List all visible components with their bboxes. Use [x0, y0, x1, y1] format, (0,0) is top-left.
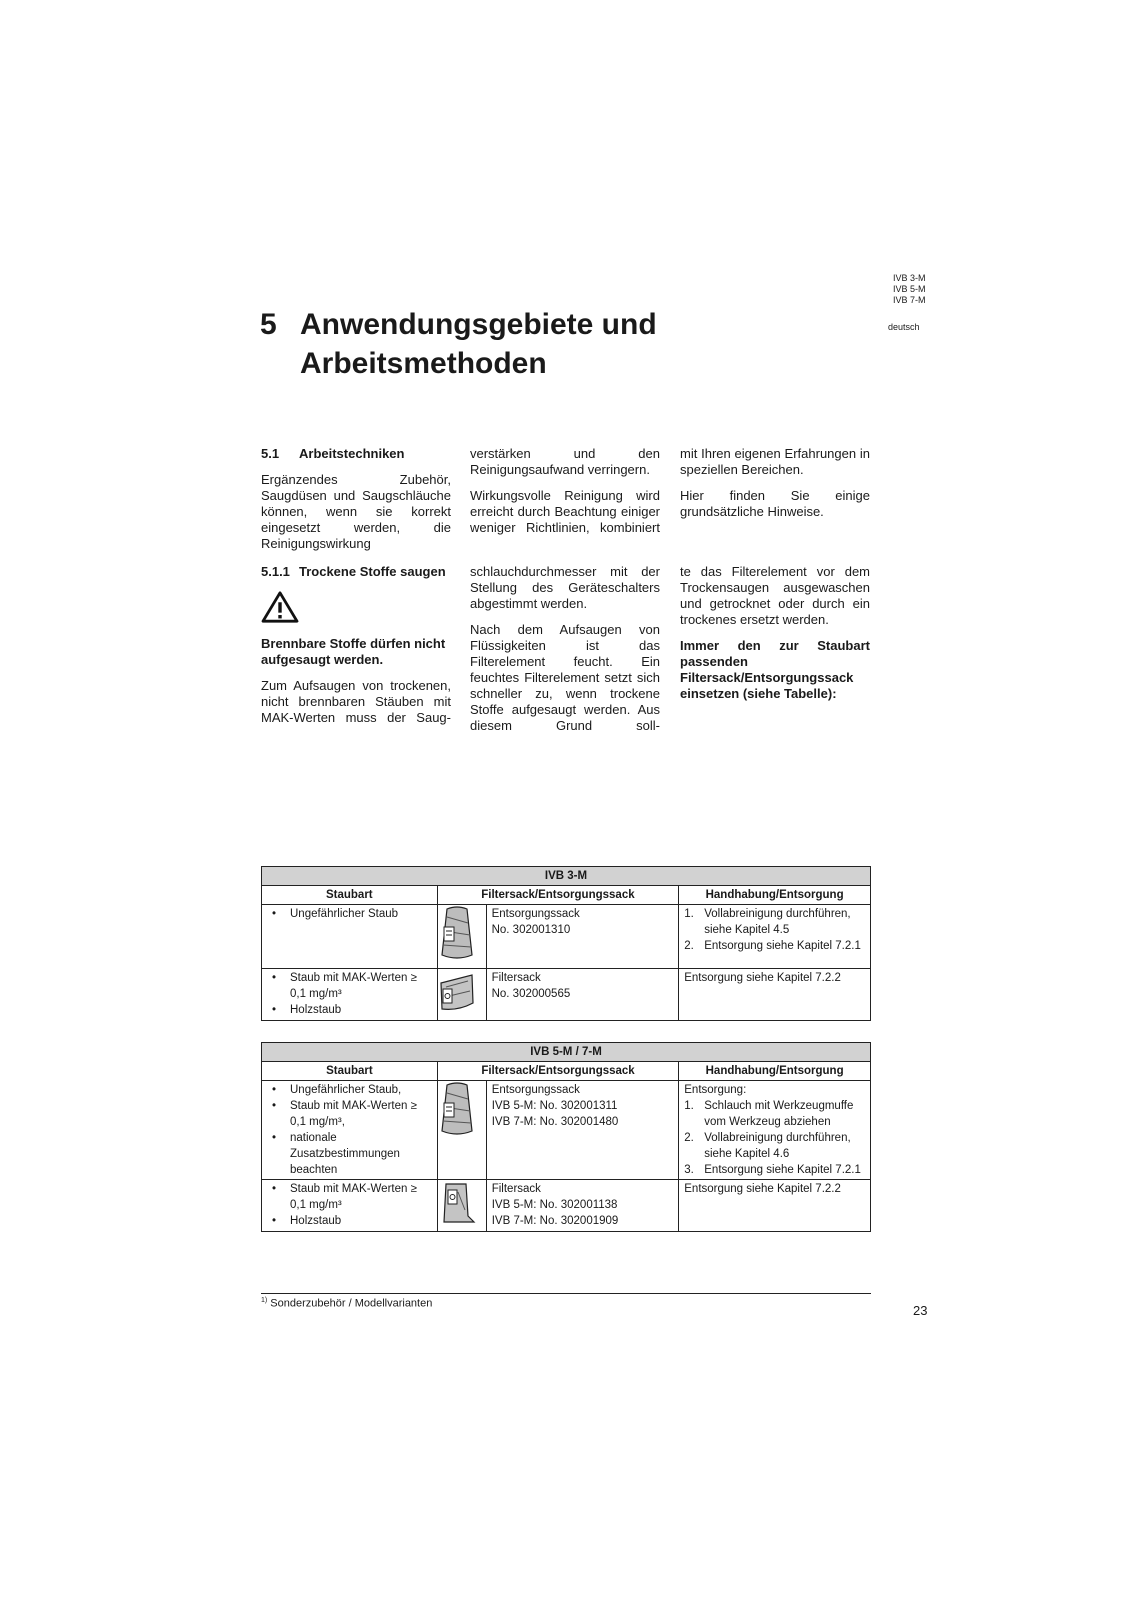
model-label: IVB 3-M: [893, 273, 926, 283]
column-header: Staubart: [262, 886, 438, 905]
footnote: [261, 1297, 432, 1310]
column-header: Staubart: [262, 1062, 438, 1081]
chapter-number: 5: [260, 308, 277, 341]
sack-name: Filtersack: [491, 1183, 541, 1195]
handling-step: 1. Vollabreinigung durchführen, siehe Kapitel 4.5: [684, 908, 851, 936]
dust-type: • Ungefährlicher Staub: [290, 906, 432, 922]
warning-triangle-icon: [261, 590, 299, 624]
dust-type: • Staub mit MAK-Werten ≥ 0,1 mg/m³: [290, 970, 432, 1002]
model-label: IVB 5-M: [893, 284, 926, 294]
footnote-text: Sonderzubehör / Modellvarianten: [270, 1297, 433, 1310]
paragraph: Nach dem Aufsaugen von Flüssigkeiten ist das Filterelement feucht. Ein feuchtes Filterelement setzt sich schneller zu, wenn trockene Stoffe aufgesaugt werden. Aus diesem Grund soll-: [470, 622, 660, 733]
section-5-1-col3: [680, 446, 870, 530]
handling-intro: Entsorgung:: [684, 1084, 747, 1096]
table-row: [262, 905, 871, 969]
filtersack-icon: [438, 1180, 476, 1226]
model-list: [893, 273, 926, 306]
language-label: deutsch: [888, 322, 920, 332]
handling-step: 1. Schlauch mit Werkzeugmuffe vom Werkzeug abziehen: [684, 1100, 854, 1128]
dust-type: • nationale Zusatzbestimmungen beachten: [290, 1130, 432, 1178]
section-heading: [261, 446, 451, 462]
dust-type: • Staub mit MAK-Werten ≥ 0,1 mg/m³: [290, 1181, 432, 1213]
model-label: IVB 7-M: [893, 295, 926, 305]
handling-text: Entsorgung siehe Kapitel 7.2.2: [679, 1180, 871, 1232]
section-title: Trockene Stoffe saugen: [299, 564, 446, 579]
paragraph: Zum Aufsaugen von trockenen, nicht brennbaren Stäuben mit MAK-Werten muss der Saug-: [261, 678, 451, 725]
dust-type: • Ungefährlicher Staub,: [290, 1082, 432, 1098]
section-5-1-1-col2: [470, 564, 660, 744]
chapter-title-line2: Arbeitsmethoden: [300, 347, 547, 380]
section-5-1-1-col3: [680, 564, 870, 712]
section-5-1-col1: [261, 446, 451, 562]
filter-table-ivb5-7: [261, 1042, 871, 1232]
page-number: 23: [913, 1303, 928, 1318]
section-number: 5.1: [261, 446, 280, 461]
sack-number: No. 302000565: [491, 988, 571, 1000]
paragraph: Hier finden Sie einige grundsätzliche Hinweise.: [680, 488, 870, 519]
sack-name: Entsorgungssack: [491, 1084, 580, 1096]
filtersack-icon: [438, 969, 476, 1015]
sack-number: IVB 7-M: No. 302001480: [491, 1116, 619, 1128]
entsorgungssack-icon: [438, 905, 476, 963]
instruction-text: Immer den zur Staubart passenden Filtersack/Entsorgungssack einsetzen (siehe Tabelle):: [680, 638, 870, 701]
section-5-1-col2: [470, 446, 660, 546]
table-title: IVB 3-M: [262, 867, 871, 886]
paragraph: schlauchdurchmesser mit der Stellung des Geräteschalters abgestimmt werden.: [470, 564, 660, 611]
paragraph: Ergänzendes Zubehör, Saugdüsen und Saugschläuche können, wenn sie korrekt eingesetzt werden, die Reinigungswirkung: [261, 472, 451, 551]
handling-step: 2. Entsorgung siehe Kapitel 7.2.1: [684, 940, 861, 952]
table-row: [262, 1081, 871, 1180]
handling-step: 3. Entsorgung siehe Kapitel 7.2.1: [684, 1164, 861, 1176]
paragraph: verstärken und den Reinigungsaufwand verringern.: [470, 446, 660, 477]
sack-number: IVB 5-M: No. 302001138: [491, 1199, 618, 1211]
sack-number: IVB 5-M: No. 302001311: [491, 1100, 618, 1112]
handling-text: Entsorgung siehe Kapitel 7.2.2: [679, 969, 871, 1021]
sack-name: Filtersack: [491, 972, 541, 984]
paragraph: te das Filterelement vor dem Trockensaugen ausgewaschen und getrocknet oder durch ein trockenes ersetzt werden.: [680, 564, 870, 627]
table-title: IVB 5-M / 7-M: [262, 1043, 871, 1062]
sack-name: Entsorgungssack: [491, 908, 580, 920]
sack-number: No. 302001310: [491, 924, 571, 936]
column-header: Handhabung/Entsorgung: [679, 886, 871, 905]
entsorgungssack-icon: [438, 1081, 476, 1139]
warning-text: Brennbare Stoffe dürfen nicht aufgesaugt werden.: [261, 636, 446, 667]
subsection-heading: [261, 564, 451, 580]
section-number: 5.1.1: [261, 564, 290, 579]
dust-type: • Holzstaub: [290, 1002, 432, 1018]
paragraph: mit Ihren eigenen Erfahrungen in speziellen Bereichen.: [680, 446, 870, 477]
table-row: [262, 969, 871, 1021]
sack-number: IVB 7-M: No. 302001909: [491, 1215, 619, 1227]
footnote-marker: 1): [261, 1297, 268, 1304]
column-header: Filtersack/Entsorgungssack: [437, 886, 679, 905]
filter-table-ivb3: [261, 866, 871, 1021]
dust-type: • Holzstaub: [290, 1213, 432, 1229]
chapter-title-line1: Anwendungsgebiete und: [300, 308, 657, 341]
column-header: Handhabung/Entsorgung: [679, 1062, 871, 1081]
section-5-1-1-col1: [261, 564, 451, 736]
table-row: [262, 1180, 871, 1232]
handling-step: 2. Vollabreinigung durchführen, siehe Kapitel 4.6: [684, 1132, 851, 1160]
paragraph: Wirkungsvolle Reinigung wird erreicht durch Beachtung einiger weniger Richtlinien, kombiniert: [470, 488, 660, 535]
footnote-divider: [261, 1293, 871, 1294]
column-header: Filtersack/Entsorgungssack: [437, 1062, 678, 1081]
dust-type: • Staub mit MAK-Werten ≥ 0,1 mg/m³,: [290, 1098, 432, 1130]
section-title: Arbeitstechniken: [299, 446, 405, 461]
